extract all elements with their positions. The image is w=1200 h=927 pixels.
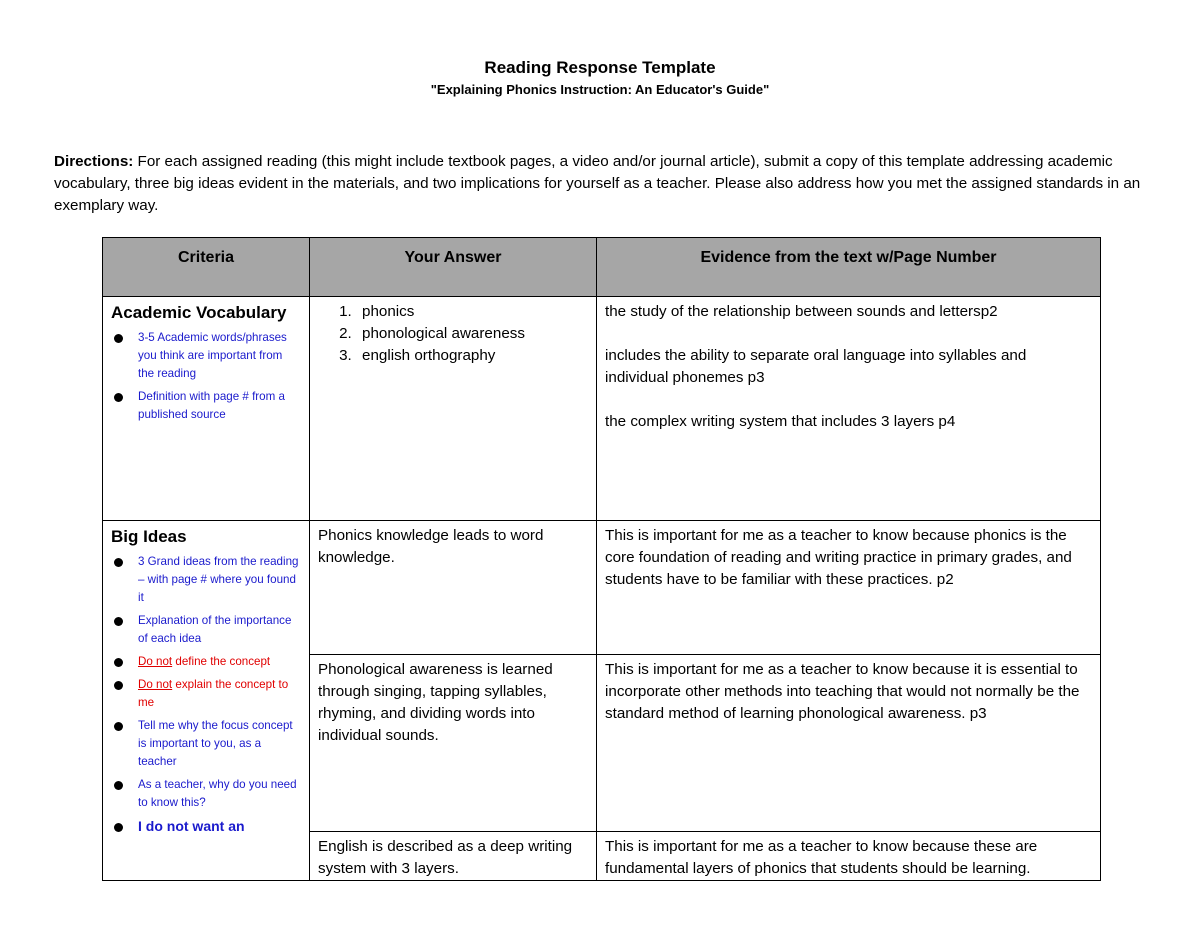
vocab-answer-item: 3. english orthography — [356, 345, 588, 367]
directions-label: Directions: — [54, 153, 134, 170]
directions-paragraph — [54, 151, 1149, 217]
header-evidence: Evidence from the text w/Page Number — [597, 238, 1101, 297]
criteria-bullet: Tell me why the focus concept is important to you, as a teacher — [111, 717, 301, 771]
criteria-bullet: 3 Grand ideas from the reading – with page # where you found it — [111, 553, 301, 607]
table-row-big-idea-1 — [103, 521, 1101, 655]
criteria-cell-vocabulary — [103, 297, 310, 521]
bullet-icon — [114, 658, 123, 667]
vocab-evidence: includes the ability to separate oral language into syllables and individual phonemes p3 — [605, 347, 1027, 386]
criteria-title-big-ideas: Big Ideas — [111, 527, 187, 546]
evidence-cell-big-idea: This is important for me as a teacher to know because it is essential to incorporate other methods into teaching that would not normally be the standard method of learning phonological awareness. p3 — [597, 655, 1101, 832]
bullet-icon — [114, 823, 123, 832]
bullet-icon — [114, 334, 123, 343]
evidence-cell-big-idea: This is important for me as a teacher to know because these are fundamental layers of phonics that students should be learning. — [597, 832, 1101, 881]
criteria-bullet: Definition with page # from a published source — [111, 388, 301, 424]
bullet-icon — [114, 393, 123, 402]
header-your-answer: Your Answer — [310, 238, 597, 297]
answer-cell-big-idea: Phonics knowledge leads to word knowledge. — [310, 521, 597, 655]
table-row-vocabulary — [103, 297, 1101, 521]
vocab-evidence: the study of the relationship between sounds and lettersp2 — [605, 303, 998, 320]
criteria-cell-big-ideas — [103, 521, 310, 881]
vocab-evidence: the complex writing system that includes 3 layers p4 — [605, 413, 956, 430]
criteria-bullet: Do not define the concept — [111, 653, 301, 671]
evidence-cell-vocabulary — [597, 297, 1101, 521]
answer-cell-big-idea: English is described as a deep writing system with 3 layers. — [310, 832, 597, 881]
criteria-bullet: Do not explain the concept to me — [111, 676, 301, 712]
vocab-answer-item: 2. phonological awareness — [356, 323, 588, 345]
bullet-icon — [114, 722, 123, 731]
table-header-row — [103, 238, 1101, 297]
evidence-cell-big-idea: This is important for me as a teacher to know because phonics is the core foundation of reading and writing practice in primary grades, and students have to be familiar with these practices. p2 — [597, 521, 1101, 655]
criteria-bullet: Explanation of the importance of each idea — [111, 612, 301, 648]
answer-cell-vocabulary — [310, 297, 597, 521]
answer-cell-big-idea: Phonological awareness is learned through singing, tapping syllables, rhyming, and dividing words into individual sounds. — [310, 655, 597, 832]
criteria-bullet: As a teacher, why do you need to know this? — [111, 776, 301, 812]
directions-text: For each assigned reading (this might include textbook pages, a video and/or journal article), submit a copy of this template addressing academic vocabulary, three big ideas evident in the materials, and two implications for yourself as a teacher. Please also address how you met the assigned standards in an exemplary way. — [54, 153, 1141, 214]
bullet-icon — [114, 558, 123, 567]
criteria-bullet: 3-5 Academic words/phrases you think are important from the reading — [111, 329, 301, 383]
page-subtitle: "Explaining Phonics Instruction: An Educator's Guide" — [430, 82, 770, 97]
vocab-answer-item: 1. phonics — [356, 301, 588, 323]
bullet-icon — [114, 617, 123, 626]
criteria-title-vocabulary: Academic Vocabulary — [111, 303, 287, 322]
bullet-icon — [114, 781, 123, 790]
bullet-icon — [114, 681, 123, 690]
criteria-bullet: I do not want an — [111, 817, 301, 835]
response-table — [102, 237, 1101, 881]
header-criteria: Criteria — [103, 238, 310, 297]
page-title: Reading Response Template — [484, 58, 716, 77]
